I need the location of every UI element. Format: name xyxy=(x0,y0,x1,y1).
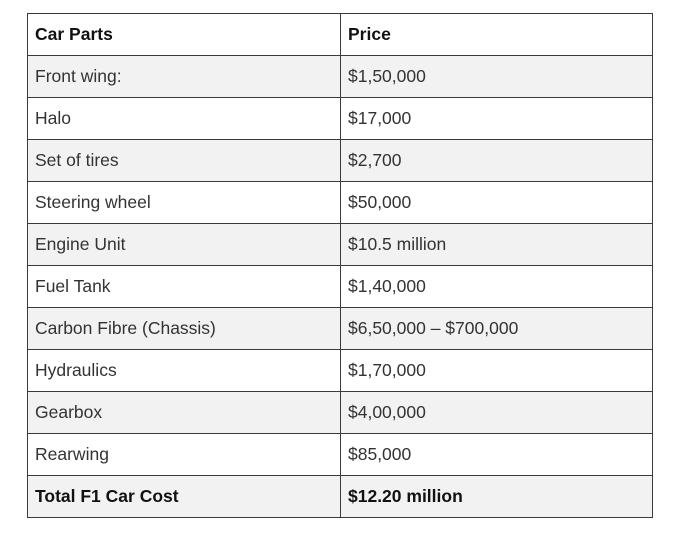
table-row xyxy=(28,56,653,98)
table-row xyxy=(28,140,653,182)
part-price: $4,00,000 xyxy=(341,392,653,434)
part-name: Fuel Tank xyxy=(28,266,341,308)
table-row xyxy=(28,434,653,476)
total-price: $12.20 million xyxy=(341,476,653,518)
part-name: Halo xyxy=(28,98,341,140)
table-header-row xyxy=(28,14,653,56)
table-row xyxy=(28,392,653,434)
table-row xyxy=(28,308,653,350)
part-name: Front wing: xyxy=(28,56,341,98)
part-price: $10.5 million xyxy=(341,224,653,266)
table-row xyxy=(28,266,653,308)
part-price: $50,000 xyxy=(341,182,653,224)
part-price: $85,000 xyxy=(341,434,653,476)
header-price: Price xyxy=(341,14,653,56)
table-row xyxy=(28,350,653,392)
part-name: Hydraulics xyxy=(28,350,341,392)
header-car-parts: Car Parts xyxy=(28,14,341,56)
part-name: Steering wheel xyxy=(28,182,341,224)
table-row xyxy=(28,182,653,224)
part-name: Set of tires xyxy=(28,140,341,182)
part-price: $1,50,000 xyxy=(341,56,653,98)
table-total-row xyxy=(28,476,653,518)
table-row xyxy=(28,98,653,140)
table-row xyxy=(28,224,653,266)
part-name: Carbon Fibre (Chassis) xyxy=(28,308,341,350)
part-name: Engine Unit xyxy=(28,224,341,266)
part-price: $6,50,000 – $700,000 xyxy=(341,308,653,350)
part-name: Rearwing xyxy=(28,434,341,476)
part-price: $17,000 xyxy=(341,98,653,140)
part-price: $2,700 xyxy=(341,140,653,182)
car-parts-price-table xyxy=(27,13,653,518)
part-name: Gearbox xyxy=(28,392,341,434)
part-price: $1,70,000 xyxy=(341,350,653,392)
total-label: Total F1 Car Cost xyxy=(28,476,341,518)
part-price: $1,40,000 xyxy=(341,266,653,308)
